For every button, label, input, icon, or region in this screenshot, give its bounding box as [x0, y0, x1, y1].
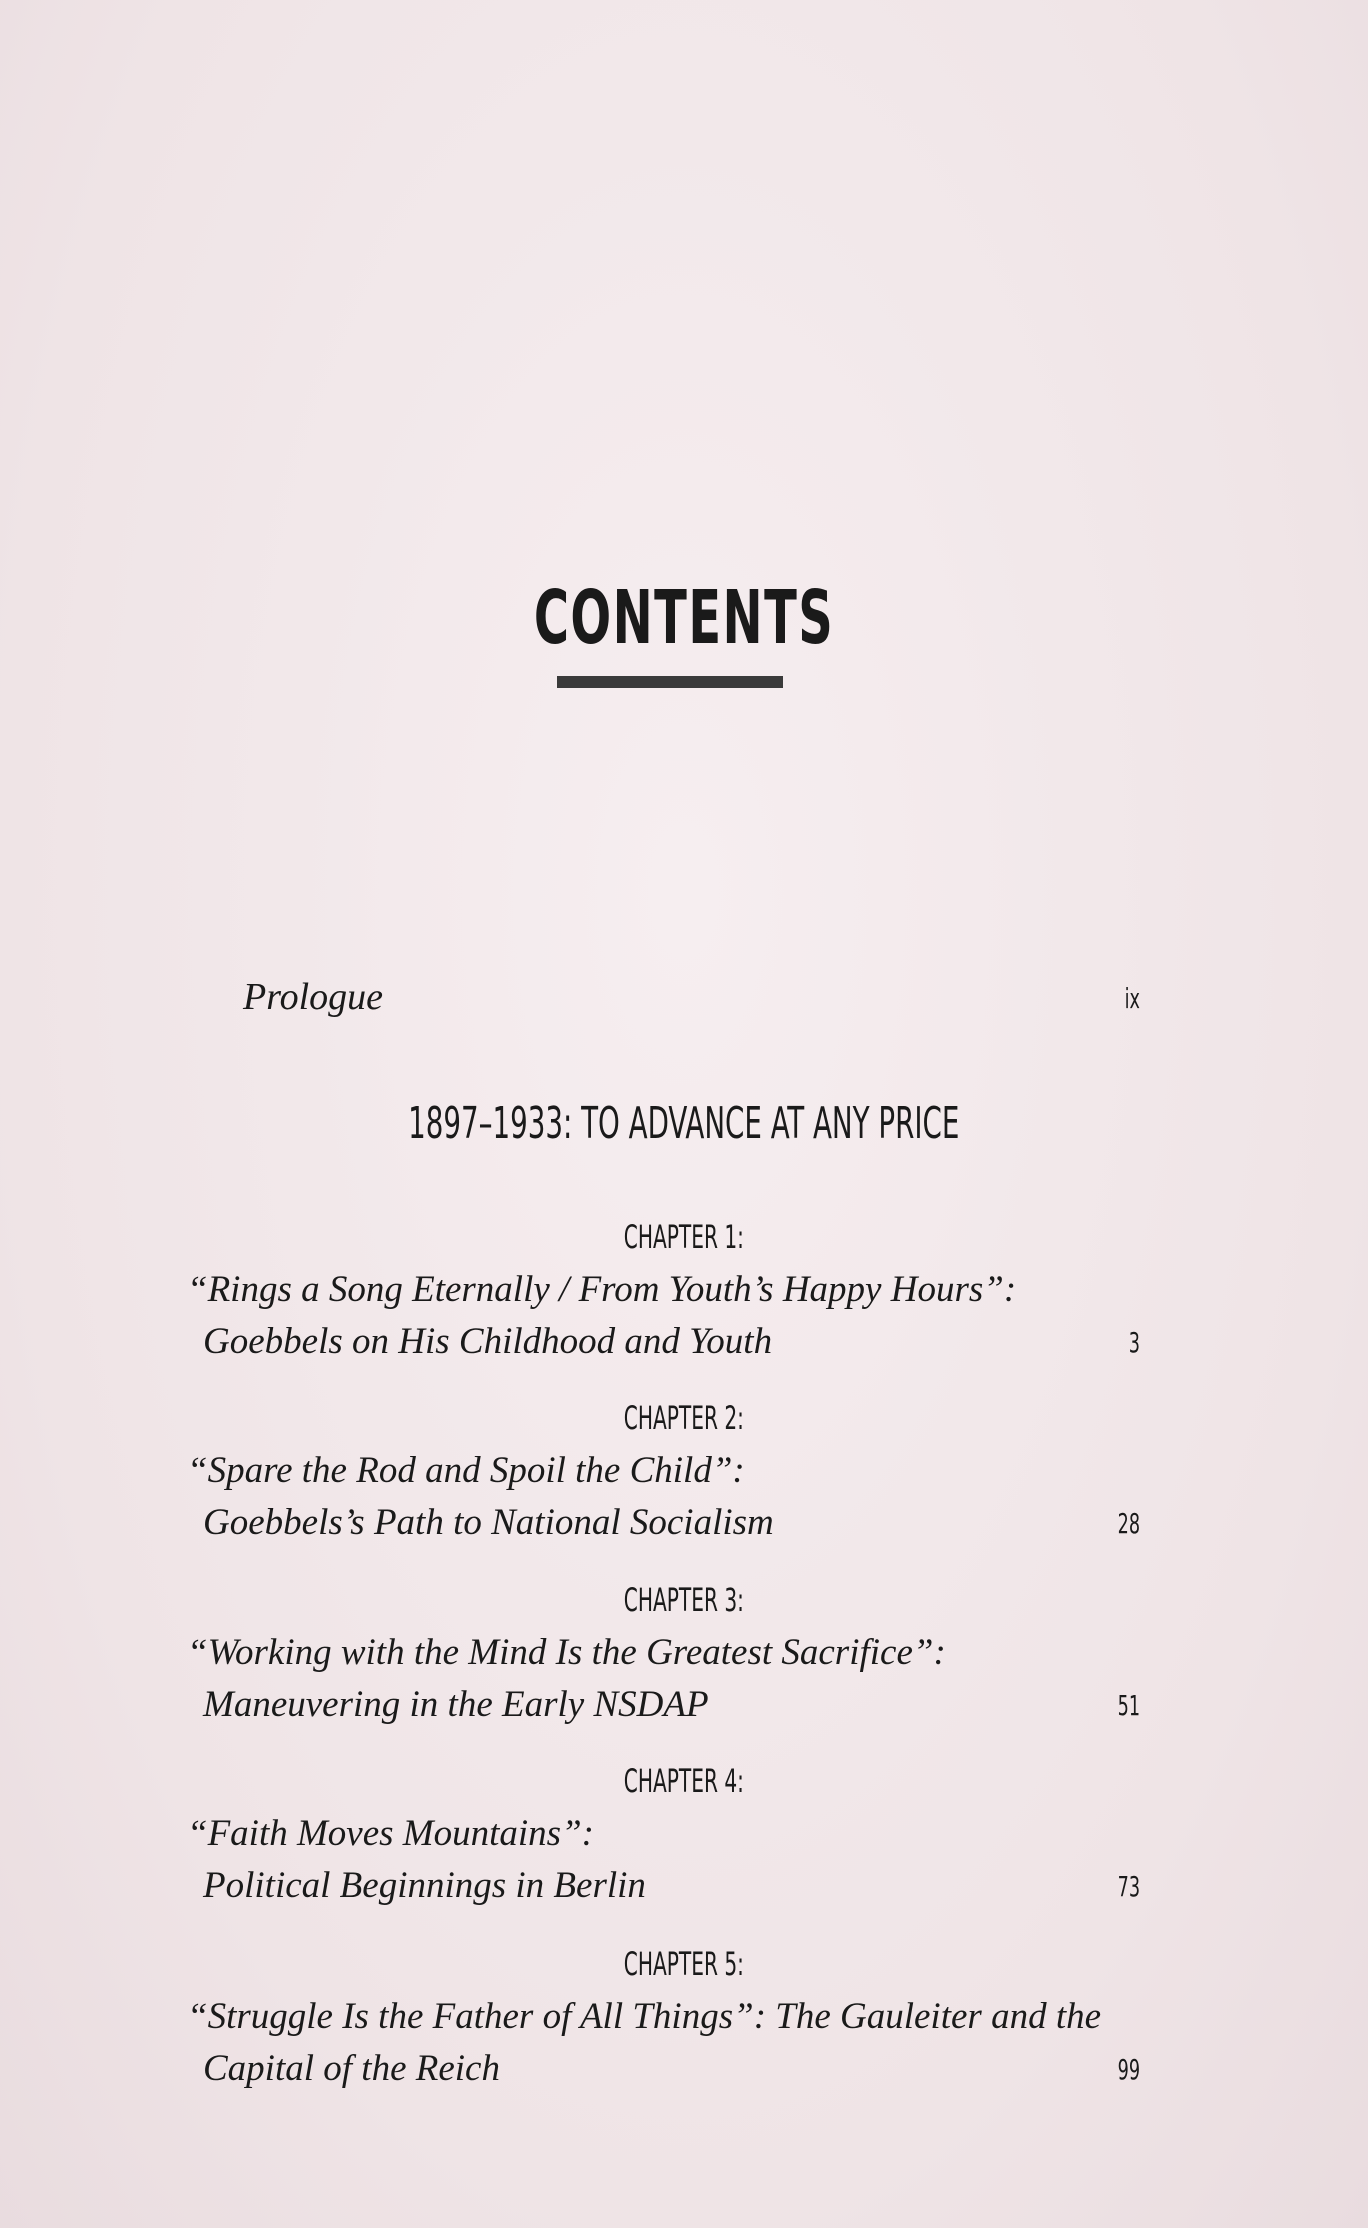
show-through-text	[200, 190, 1160, 612]
chapter-entry-2[interactable]	[0, 1395, 1368, 1543]
chapter-entry-4[interactable]	[0, 1758, 1368, 1906]
prologue-title: Prologue	[243, 976, 384, 1018]
chapter-entry-1[interactable]	[0, 1214, 1368, 1362]
chapter-label: CHAPTER 3:	[623, 1581, 745, 1619]
chapter-page-number: 3	[1128, 1326, 1140, 1359]
part-title: 1897–1933: TO ADVANCE AT ANY PRICE	[408, 1098, 960, 1149]
chapter-title-line-2: Maneuvering in the Early NSDAP	[203, 1684, 709, 1725]
chapter-page-number: 73	[1117, 1870, 1140, 1903]
chapter-title-line-1: “Faith Moves Mountains”:	[187, 1813, 594, 1854]
prologue-page-number: ix	[1124, 982, 1140, 1015]
chapter-title-line-1: “Spare the Rod and Spoil the Child”:	[187, 1450, 745, 1491]
chapter-page-number: 51	[1117, 1689, 1140, 1722]
chapter-label: CHAPTER 4:	[623, 1762, 745, 1800]
chapter-title-line-1: “Rings a Song Eternally / From Youth’s Happy Hours”:	[187, 1269, 1017, 1310]
chapter-label: CHAPTER 2:	[623, 1399, 745, 1437]
chapter-label: CHAPTER 1:	[623, 1218, 745, 1256]
chapter-title-line-2: Capital of the Reich	[203, 2048, 500, 2089]
heading-rule	[557, 676, 783, 688]
chapter-entry-5[interactable]	[0, 1941, 1368, 2089]
chapter-title-line-2: Political Beginnings in Berlin	[203, 1865, 646, 1906]
chapter-title-line-1: “Struggle Is the Father of All Things”: The Gauleiter and the	[187, 1996, 1102, 2037]
chapter-page-number: 99	[1117, 2053, 1140, 2086]
contents-heading: CONTENTS	[533, 575, 835, 661]
chapter-title-line-2: Goebbels’s Path to National Socialism	[203, 1502, 774, 1543]
chapter-entry-3[interactable]	[0, 1577, 1368, 1725]
chapter-label: CHAPTER 5:	[623, 1945, 745, 1983]
chapter-title-line-2: Goebbels on His Childhood and Youth	[203, 1321, 773, 1362]
chapter-page-number: 28	[1117, 1507, 1140, 1540]
chapter-title-line-1: “Working with the Mind Is the Greatest Sacrifice”:	[187, 1632, 946, 1673]
